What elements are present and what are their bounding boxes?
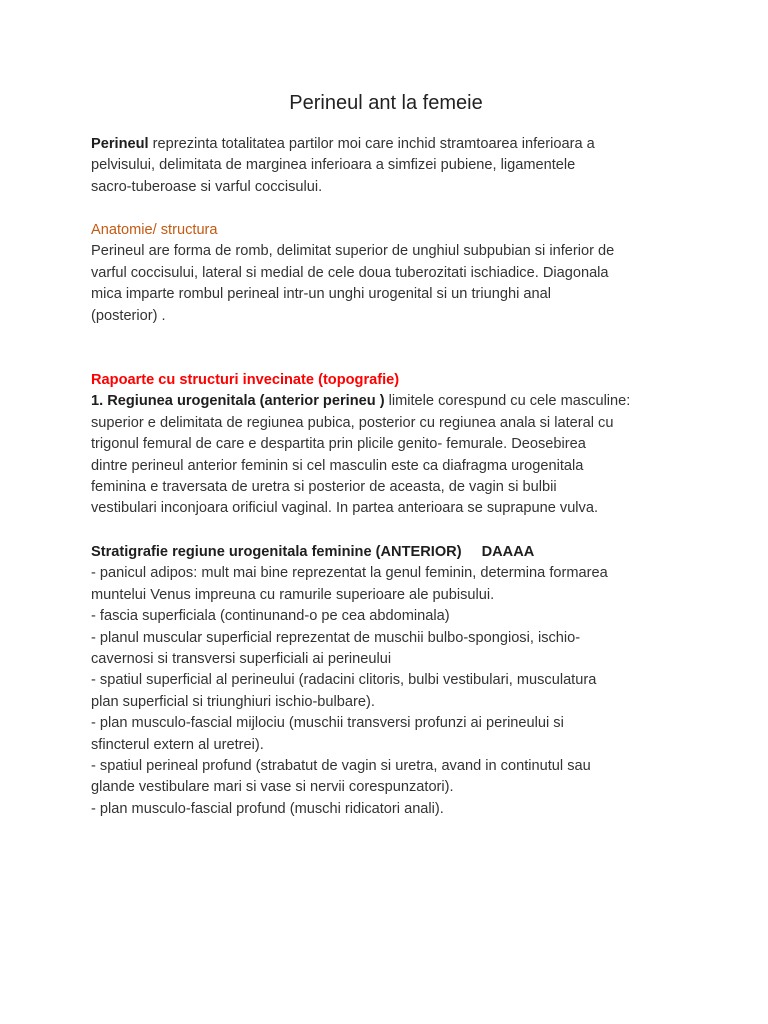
rapoarte-line: trigonul femural de care e despartita prin plicile genito- femurale. Deosebirea <box>91 436 586 453</box>
rapoarte-heading: Rapoarte cu structuri invecinate (topografie) <box>91 372 400 388</box>
anatomie-line: varful coccisului, lateral si medial de cele doua tuberozitati ischiadice. Diagonala <box>91 264 609 281</box>
stratigrafie-line: - plan musculo-fascial profund (muschi ridicatori anali). <box>91 800 444 817</box>
page-title: Perineul ant la femeie <box>289 92 483 114</box>
intro-line: pelvisului, delimitata de marginea inferioara a simfizei pubiene, ligamentele <box>91 157 576 174</box>
stratigrafie-line: cavernosi si transversi superficiali ai perineului <box>91 651 392 668</box>
stratigrafie-line: - plan musculo-fascial mijlociu (muschii transversi profunzi ai perineului si <box>91 715 564 732</box>
stratigrafie-line: - panicul adipos: mult mai bine reprezentat la genul feminin, determina formarea <box>91 565 608 582</box>
stratigrafie-section <box>91 542 681 820</box>
stratigrafie-line: plan superficial si triunghiuri ischio-bulbare). <box>91 693 375 710</box>
intro-lead: Perineul <box>91 136 149 152</box>
anatomie-line: Perineul are forma de romb, delimitat superior de unghiul subpubian si inferior de <box>91 243 615 260</box>
intro-line: reprezinta totalitatea partilor moi care inchid stramtoarea inferioara a <box>148 136 595 152</box>
stratigrafie-line: - spatiul perineal profund (strabatut de vagin si uretra, avand in continutul sau <box>91 758 591 775</box>
stratigrafie-line: - fascia superficiala (continunand-o pe cea abdominala) <box>91 608 450 625</box>
anatomie-section <box>91 220 681 327</box>
rapoarte-section <box>91 370 681 520</box>
anatomie-line: mica imparte rombul perineal intr-un unghi urogenital si un triunghi anal <box>91 286 551 303</box>
anatomie-line: (posterior) . <box>91 307 166 324</box>
intro-paragraph <box>91 134 681 198</box>
stratigrafie-line: glande vestibulare mari si vase si nervii corespunzatori). <box>91 779 454 796</box>
rapoarte-line: limitele corespund cu cele masculine: <box>384 393 631 410</box>
rapoarte-lead: 1. Regiunea urogenitala (anterior perineu ) <box>91 393 385 410</box>
rapoarte-line: feminina e traversata de uretra si posterior de aceasta, de vagin si bulbii <box>91 479 557 496</box>
stratigrafie-tag: DAAAA <box>481 544 535 560</box>
stratigrafie-line: - spatiul superficial al perineului (radacini clitoris, bulbi vestibulari, musculatura <box>91 672 597 689</box>
stratigrafie-line: - planul muscular superficial reprezentat de muschii bulbo-spongiosi, ischio- <box>91 629 581 646</box>
intro-line: sacro-tuberoase si varful coccisului. <box>91 178 323 195</box>
rapoarte-line: superior e delimitata de regiunea pubica, posterior cu regiunea anala si lateral cu <box>91 414 614 431</box>
stratigrafie-line: sfincterul extern al uretrei). <box>91 736 264 753</box>
rapoarte-line: dintre perineul anterior feminin si cel masculin este ca diafragma urogenitala <box>91 457 584 474</box>
rapoarte-line: vestibulari inconjoara orificiul vaginal. In partea anterioara se suprapune vulva. <box>91 500 599 517</box>
stratigrafie-line: muntelui Venus impreuna cu ramurile superioare ale pubisului. <box>91 586 495 603</box>
anatomie-heading: Anatomie/ structura <box>91 222 218 238</box>
stratigrafie-heading: Stratigrafie regiune urogenitala feminine (ANTERIOR) <box>91 544 462 560</box>
